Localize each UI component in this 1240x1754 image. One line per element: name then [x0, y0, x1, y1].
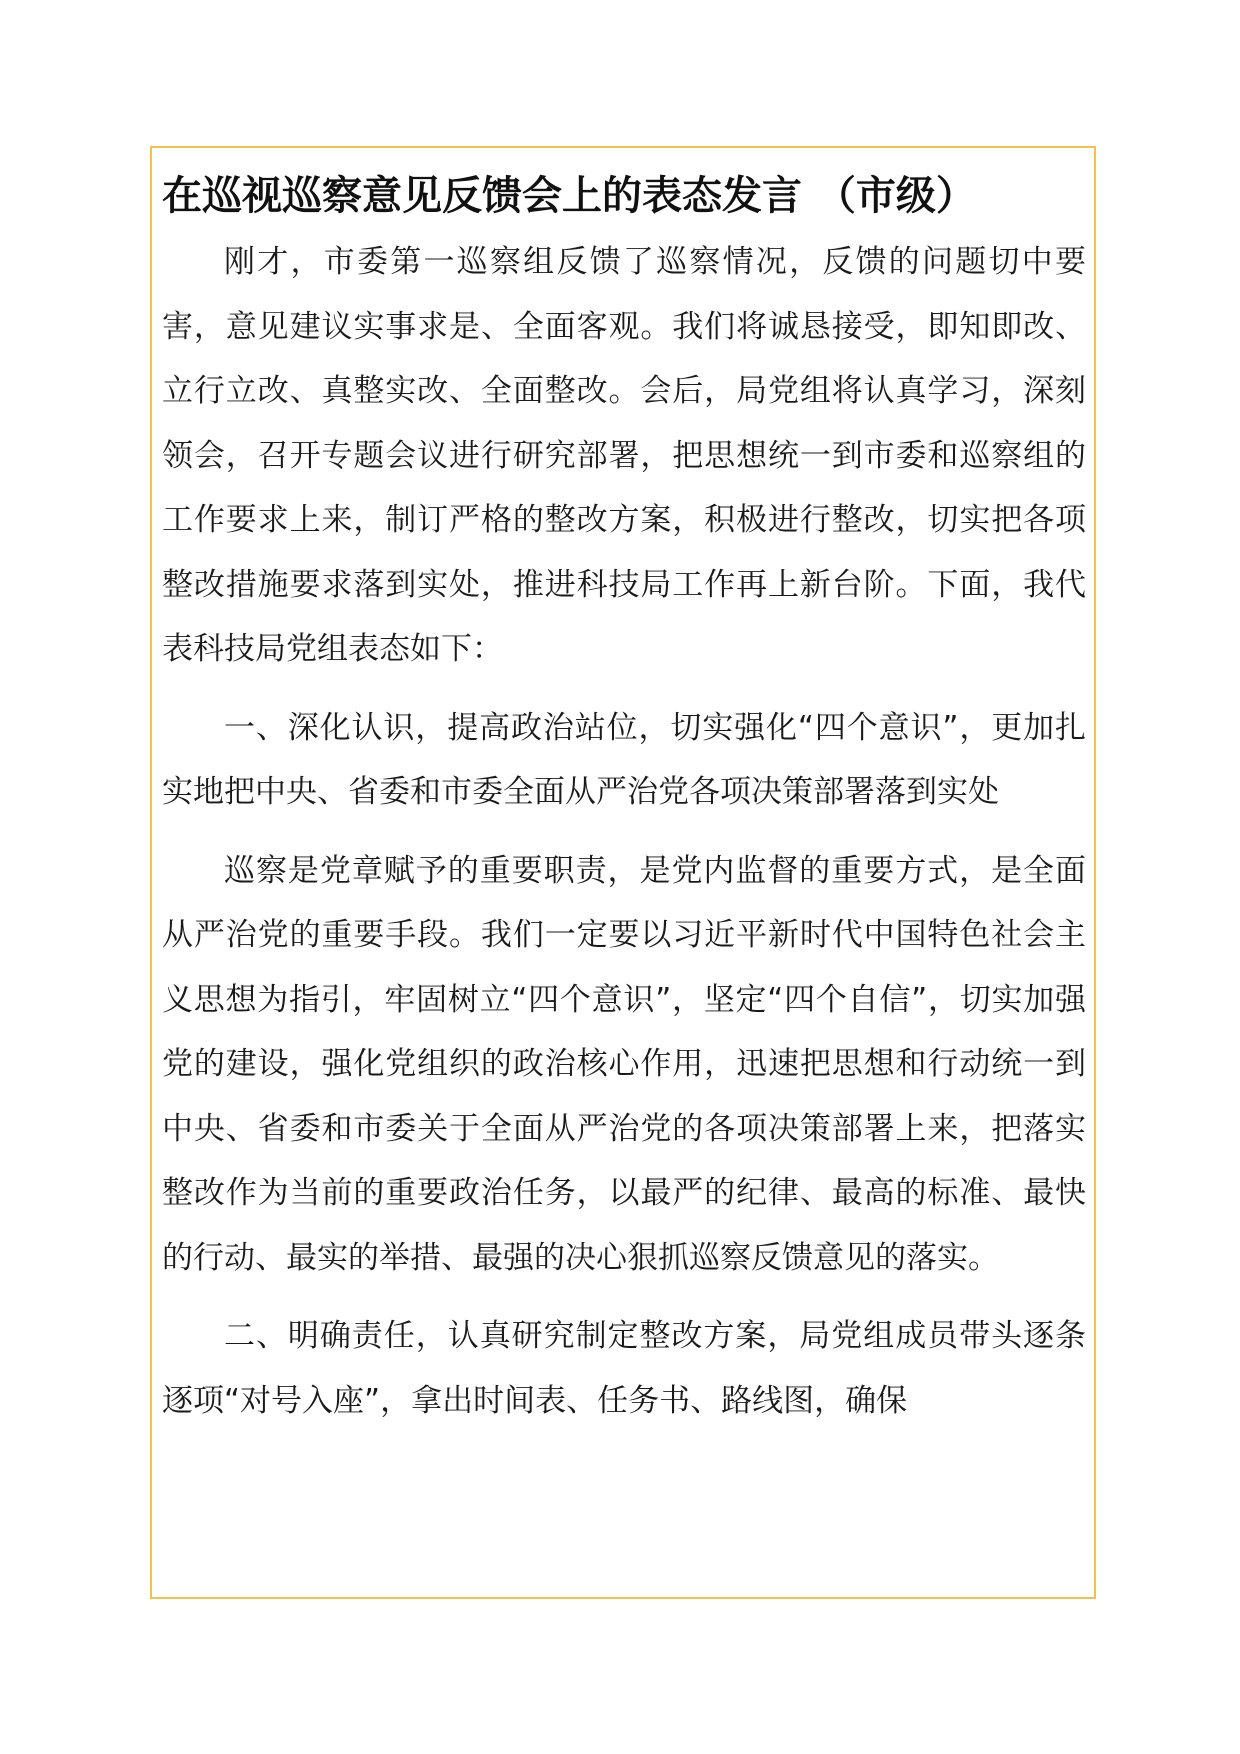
paragraph-section-one-body: 巡察是党章赋予的重要职责，是党内监督的重要方式，是全面从严治党的重要手段。我们一定要以习近平新时代中国特色社会主义思想为指引，牢固树立“四个意识”，坚定“四个自信”，切实加强党的建设，强化党组织的政治核心作用，迅速把思想和行动统一到中央、省委和市委关于全面从严治党的各项决策部署上来，把落实整改作为当前的重要政治任务，以最严的纪律、最高的标准、最快的行动、最实的举措、最强的决心狠抓巡察反馈意见的落实。: [162, 852, 1086, 1276]
paragraph-intro: 刚才，市委第一巡察组反馈了巡察情况，反馈的问题切中要害，意见建议实事求是、全面客观。我们将诚恳接受，即知即改、立行立改、真整实改、全面整改。会后，局党组将认真学习，深刻领会，召开专题会议进行研究部署，把思想统一到市委和巡察组的工作要求上来，制订严格的整改方案，积极进行整改，切实把各项整改措施要求落到实处，推进科技局工作再上新台阶。下面，我代表科技局党组表态如下：: [162, 244, 1086, 667]
document-frame: [150, 146, 1096, 1599]
paragraph-section-two-heading: 二、明确责任，认真研究制定整改方案，局党组成员带头逐条逐项“对号入座”，拿出时间表、任务书、路线图，确保: [162, 1318, 1086, 1419]
document-title: 在巡视巡察意见反馈会上的表态发言 （市级）: [162, 173, 976, 219]
paragraph-section-one-heading: 一、深化认识，提高政治站位，切实强化“四个意识”，更加扎实地把中央、省委和市委全面从严治党各项决策部署落到实处: [162, 709, 1086, 810]
document-content: [162, 162, 1086, 1433]
